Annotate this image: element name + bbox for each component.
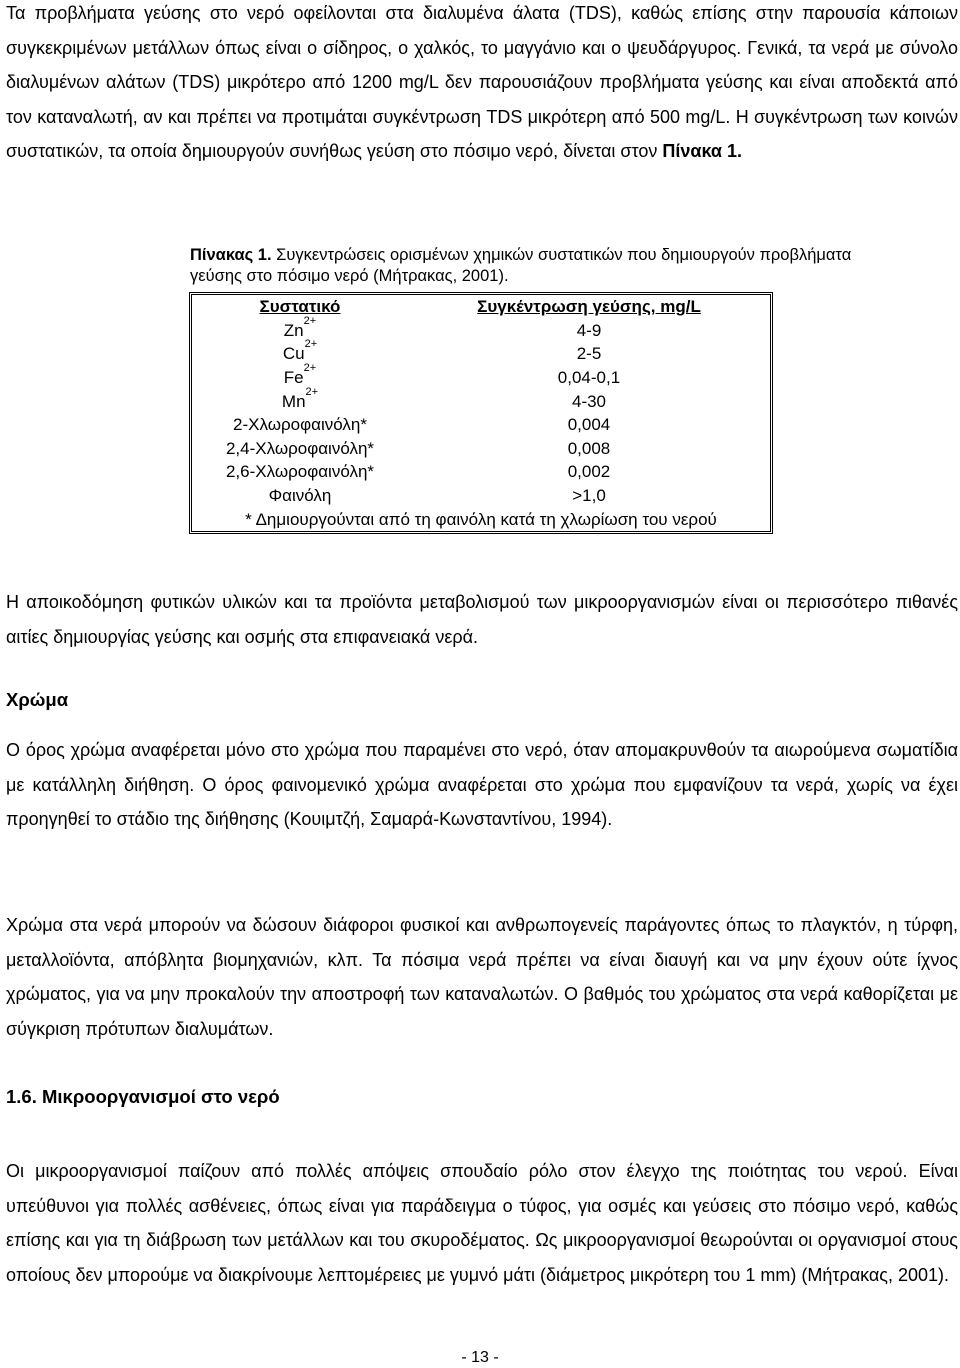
- table-row: [192, 484, 770, 508]
- component-cell: [192, 460, 408, 484]
- table-row: [192, 413, 770, 437]
- table-reference: Πίνακα 1.: [662, 141, 742, 161]
- table-header-row: [192, 295, 770, 319]
- component-name: Φαινόλη: [268, 486, 332, 506]
- concentration-cell: >1,0: [572, 486, 606, 506]
- ion-charge: 2+: [304, 338, 318, 351]
- paragraph-decomposition: Η αποικοδόμηση φυτικών υλικών και τα προϊόντα μεταβολισμού των μικροοργανισμών είναι οι περισσότερο πιθανές αιτίες δημιουργίας γεύσης και οσμής στα επιφανειακά νερά.: [6, 592, 958, 647]
- table-row: [192, 437, 770, 461]
- table-row: [192, 389, 770, 413]
- page-number: - 13 -: [461, 1349, 499, 1366]
- paragraph-text: Τα προβλήματα γεύσης στο νερό οφείλονται στα διαλυμένα άλατα (TDS), καθώς επίσης στην παρουσία κάποιων συγκεκριμένων μετάλλων όπως είναι ο σίδηρος, ο χαλκός, το μαγγάνιο και ο ψευδάργυρος. Γενικά, τα νερά με σύνολο διαλυμένων αλάτων (TDS) μικρότερο από 1200 mg/L δεν παρουσιάζουν προβλήματα γεύσης και είναι αποδεκτά από τον καταναλωτή, αν και πρέπει να προτιμάται συγκέντρωση TDS μικρότερη από 500 mg/L. Η συγκέντρωση των κοινών συστατικών, τα οποία δημιουργούν συνήθως γεύση στο πόσιμο νερό, δίνεται στον: [6, 3, 958, 161]
- table-row: [192, 342, 770, 366]
- header-concentration: Συγκέντρωση γεύσης, mg/L: [477, 297, 701, 317]
- table-caption: [190, 245, 880, 287]
- table-caption-text: Συγκεντρώσεις ορισμένων χημικών συστατικών που δημιουργούν προβλήματα γεύσης στο πόσιμο νερό (Μήτρακας, 2001).: [190, 246, 852, 285]
- table-row: [192, 319, 770, 343]
- paragraph-color-definition: Ο όρος χρώμα αναφέρεται μόνο στο χρώμα που παραμένει στο νερό, όταν απομακρυνθούν τα αιωρούμενα σωματίδια με κατάλληλη διήθηση. Ο όρος φαινομενικό χρώμα αναφέρεται στο χρώμα που εμφανίζουν τα νερά, χωρίς να έχει προηγηθεί το στάδιο της διήθησης (Κουιμτζή, Σαμαρά-Κωνσταντίνου, 1994).: [6, 740, 958, 829]
- component-name: 2,4-Χλωροφαινόλη*: [225, 438, 375, 458]
- table-body: [192, 314, 770, 508]
- component-name: Mn: [281, 391, 306, 411]
- component-name: 2,6-Χλωροφαινόλη*: [225, 462, 375, 482]
- component-name: 2-Χλωροφαινόλη*: [233, 415, 367, 435]
- section-heading-microorganisms: 1.6. Μικροοργανισμοί στο νερό: [6, 1086, 280, 1107]
- component-cell: [192, 385, 408, 413]
- table-row: [192, 366, 770, 390]
- component-cell: [192, 338, 408, 366]
- ion-charge: 2+: [303, 362, 317, 375]
- concentration-cell: 0,002: [567, 462, 611, 482]
- ion-charge: 2+: [305, 385, 319, 398]
- concentration-cell: 0,008: [567, 438, 611, 458]
- paragraph-taste-problems: [6, 0, 958, 169]
- table-caption-label: Πίνακας 1.: [190, 246, 272, 264]
- taste-concentration-table: [189, 292, 773, 534]
- concentration-cell: 2-5: [576, 344, 602, 364]
- concentration-cell: 4-30: [571, 391, 607, 411]
- component-cell: [192, 437, 408, 461]
- component-name: Zn: [283, 320, 304, 340]
- table-footnote: * Δημιουργούνται από τη φαινόλη κατά τη χλωρίωση του νερού: [245, 509, 717, 529]
- heading-color: Χρώμα: [6, 689, 69, 710]
- component-cell: [192, 314, 408, 343]
- component-cell: [192, 484, 408, 508]
- ion-charge: 2+: [303, 314, 317, 327]
- concentration-cell: 0,04-0,1: [557, 368, 621, 388]
- table-row: [192, 460, 770, 484]
- paragraph-color-causes: Χρώμα στα νερά μπορούν να δώσουν διάφοροι φυσικοί και ανθρωπογενείς παράγοντες όπως το πλαγκτόν, η τύρφη, μεταλλοϊόντα, απόβλητα βιομηχανιών, κλπ. Τα πόσιμα νερά πρέπει να είναι διαυγή και να μην έχουν ούτε ίχνος χρώματος, για να μην προκαλούν την αποστροφή των καταναλωτών. Ο βαθμός του χρώματος στα νερά καθορίζεται με σύγκριση πρότυπων διαλυμάτων.: [6, 915, 958, 1039]
- concentration-cell: 4-9: [576, 320, 602, 340]
- concentration-cell: 0,004: [567, 415, 611, 435]
- component-cell: [192, 413, 408, 437]
- component-name: Fe: [283, 368, 304, 388]
- component-name: Cu: [282, 344, 305, 364]
- paragraph-microorganisms: Οι μικροοργανισμοί παίζουν από πολλές απόψεις σπουδαίο ρόλο στον έλεγχο της ποιότητας του νερού. Είναι υπεύθυνοι για πολλές ασθένειες, όπως είναι για παράδειγμα ο τύφος, για οσμές και γεύσεις στο πόσιμο νερό, καθώς επίσης και για τη διάβρωση των μετάλλων και του σκυροδέματος. Ως μικροοργανισμοί θεωρούνται οι οργανισμοί στους οποίους δεν μπορούμε να διακρίνουμε λεπτομέρειες με γυμνό μάτι (διάμετρος μικρότερη του 1 mm) (Μήτρακας, 2001).: [6, 1161, 958, 1285]
- component-cell: [192, 362, 408, 390]
- header-component: Συστατικό: [259, 297, 341, 317]
- table-footnote-row: [192, 507, 770, 531]
